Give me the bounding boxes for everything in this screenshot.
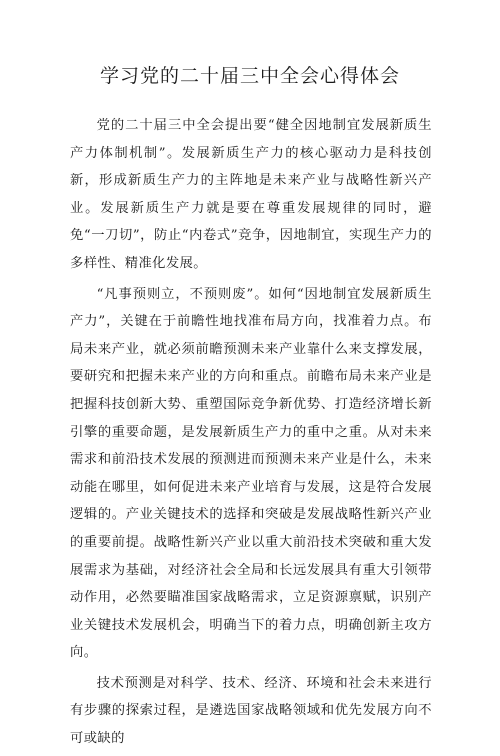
document-title: 学习党的二十届三中全会心得体会 [99, 65, 400, 87]
paragraph-3: 技术预测是对科学、技术、经济、环境和社会未来进行有步骤的探索过程，是遴选国家战略领域和优先发展方向不可或缺的 [70, 675, 432, 747]
document-body [70, 112, 432, 756]
paragraph-2: “凡事预则立，不预则废”。如何“因地制宜发展新质生产力”，关键在于前瞻性地找准布局方向，找准着力点。布局未来产业，就必须前瞻预测未来产业靠什么来支撑发展，要研究和把握未来产业的方向和重点。前瞻布局未来产业是把握科技创新大势、重塑国际竞争新优势、打造经济增长新引擎的重要命题，是发展新质生产力的重中之重。从对未来需求和前沿技术发展的预测进而预测未来产业是什么，未来动能在哪里，如何促进未来产业培育与发展，这是符合发展逻辑的。产业关键技术的选择和突破是发展战略性新兴产业的重要前提。战略性新兴产业以重大前沿技术突破和重大发展需求为基础，对经济社会全局和长远发展具有重大引领带动作用，必然要瞄准国家战略需求，立足资源禀赋，识别产业关键技术发展机会，明确当下的着力点，明确创新主攻方向。 [70, 286, 432, 661]
paragraph-1: 党的二十届三中全会提出要“健全因地制宜发展新质生产力体制机制”。发展新质生产力的核心驱动力是科技创新，形成新质生产力的主阵地是未来产业与战略性新兴产业。发展新质生产力就是要在尊重发展规律的同时，避免“一刀切”，防止“内卷式”竞争，因地制宜，实现生产力的多样性、精准化发展。 [70, 118, 432, 271]
